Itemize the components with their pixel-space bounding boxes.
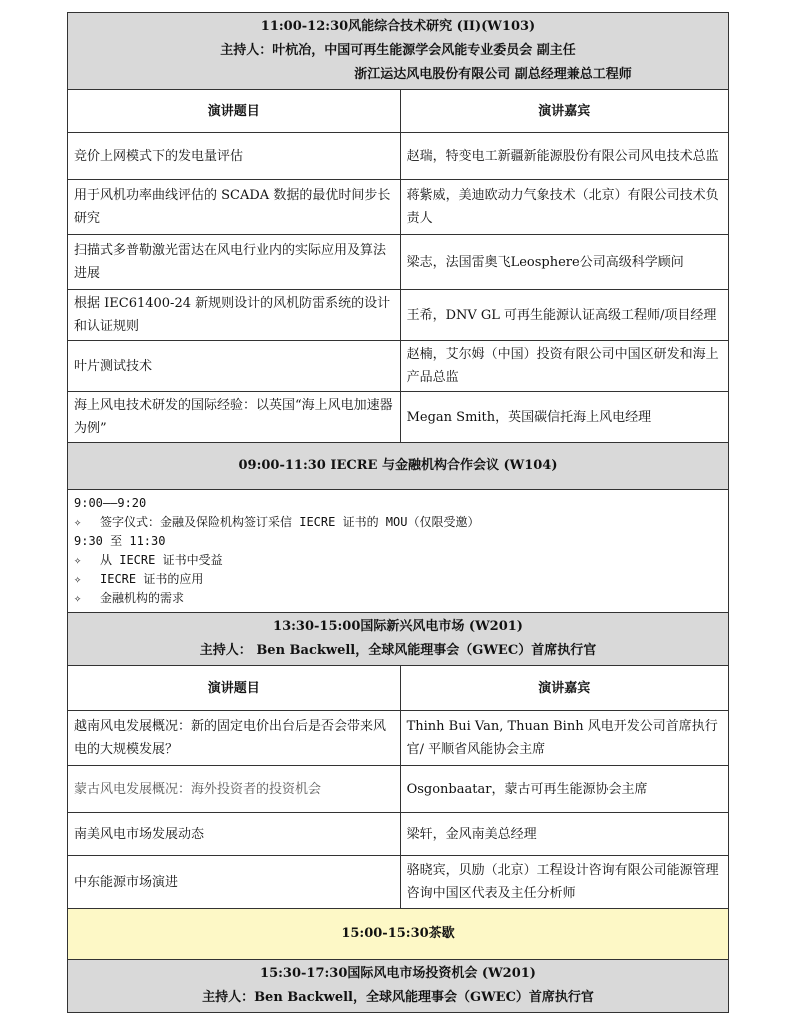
talk-speaker: Megan Smith，英国碳信托海上风电经理 (400, 392, 728, 443)
talk-speaker: 赵楠，艾尔姆（中国）投资有限公司中国区研发和海上产品总监 (400, 341, 728, 392)
column-header-speaker: 演讲嘉宾 (400, 90, 728, 133)
agenda-item: IECRE 证书的应用 (100, 572, 204, 586)
table-row (68, 133, 729, 180)
table-row (68, 290, 729, 341)
bullet-diamond-icon: ✧ (74, 591, 82, 605)
talk-topic: 竞价上网模式下的发电量评估 (68, 133, 401, 180)
table-row (68, 766, 729, 813)
agenda-item: 金融机构的需求 (100, 591, 185, 605)
column-header-topic: 演讲题目 (68, 90, 401, 133)
session-header (68, 13, 729, 90)
break-title: 15:00-15:30茶歇 (68, 909, 729, 960)
agenda-item: 签字仪式：金融及保险机构签订采信 IECRE 证书的 MOU（仅限受邀） (100, 515, 480, 529)
talk-speaker: 骆晓宾，贝励（北京）工程设计咨询有限公司能源管理咨询中国区代表及主任分析师 (400, 856, 728, 909)
agenda-item: 从 IECRE 证书中受益 (100, 553, 223, 567)
session-header (68, 613, 729, 666)
session-header (68, 443, 729, 490)
talk-topic: 中东能源市场演进 (68, 856, 401, 909)
session-host: 主持人：叶杭冶，中国可再生能源学会风能专业委员会 副主任 (220, 43, 576, 58)
time-line: 9:00——9:20 (74, 496, 147, 510)
talk-topic: 蒙古风电发展概况：海外投资者的投资机会 (68, 766, 401, 813)
talk-topic: 南美风电市场发展动态 (68, 813, 401, 856)
bullet-diamond-icon: ✧ (74, 572, 82, 586)
table-row (68, 813, 729, 856)
table-row (68, 392, 729, 443)
talk-topic: 用于风机功率曲线评估的 SCADA 数据的最优时间步长研究 (68, 180, 401, 235)
agenda-page (67, 12, 729, 1013)
table-row (68, 711, 729, 766)
bullet-diamond-icon: ✧ (74, 515, 82, 529)
talk-speaker: 蒋紫威，美迪欧动力气象技术（北京）有限公司技术负责人 (400, 180, 728, 235)
session-content-row (68, 490, 729, 613)
talk-topic: 叶片测试技术 (68, 341, 401, 392)
talk-speaker: 王希，DNV GL 可再生能源认证高级工程师/项目经理 (400, 290, 728, 341)
table-row (68, 180, 729, 235)
table-row (68, 856, 729, 909)
session-host: 主持人： Ben Backwell，全球风能理事会（GWEC）首席执行官 (199, 643, 597, 658)
table-row (68, 341, 729, 392)
session-host-affiliation: 浙江运达风电股份有限公司 副总经理兼总工程师 (354, 67, 632, 82)
time-line: 9:30 至 11:30 (74, 534, 166, 548)
column-header-row (68, 666, 729, 711)
break-row (68, 909, 729, 960)
talk-speaker: 梁轩，金风南美总经理 (400, 813, 728, 856)
talk-topic: 根据 IEC61400-24 新规则设计的风机防雷系统的设计和认证规则 (68, 290, 401, 341)
talk-speaker: 梁志，法国雷奥飞Leosphere公司高级科学顾问 (400, 235, 728, 290)
session-title: 11:00-12:30风能综合技术研究 (II)(W103) (260, 19, 536, 34)
session-header (68, 960, 729, 1013)
column-header-speaker: 演讲嘉宾 (400, 666, 728, 711)
column-header-row (68, 90, 729, 133)
session-title: 15:30-17:30国际风电市场投资机会 (W201) (260, 966, 536, 981)
agenda-table (67, 12, 729, 1013)
talk-topic: 越南风电发展概况：新的固定电价出台后是否会带来风电的大规模发展？ (68, 711, 401, 766)
table-row (68, 235, 729, 290)
talk-speaker: Osgonbaatar，蒙古可再生能源协会主席 (400, 766, 728, 813)
session-title: 13:30-15:00国际新兴风电市场 (W201) (273, 619, 523, 634)
talk-topic: 扫描式多普勒激光雷达在风电行业内的实际应用及算法进展 (68, 235, 401, 290)
bullet-diamond-icon: ✧ (74, 553, 82, 567)
talk-topic: 海上风电技术研发的国际经验：以英国“海上风电加速器为例” (68, 392, 401, 443)
talk-speaker: 赵瑞，特变电工新疆新能源股份有限公司风电技术总监 (400, 133, 728, 180)
column-header-topic: 演讲题目 (68, 666, 401, 711)
session-host: 主持人：Ben Backwell，全球风能理事会（GWEC）首席执行官 (202, 990, 594, 1005)
talk-speaker: Thinh Bui Van, Thuan Binh 风电开发公司首席执行官/ 平顺省风能协会主席 (400, 711, 728, 766)
session-title: 09:00-11:30 IECRE 与金融机构合作会议 (W104) (68, 443, 729, 490)
